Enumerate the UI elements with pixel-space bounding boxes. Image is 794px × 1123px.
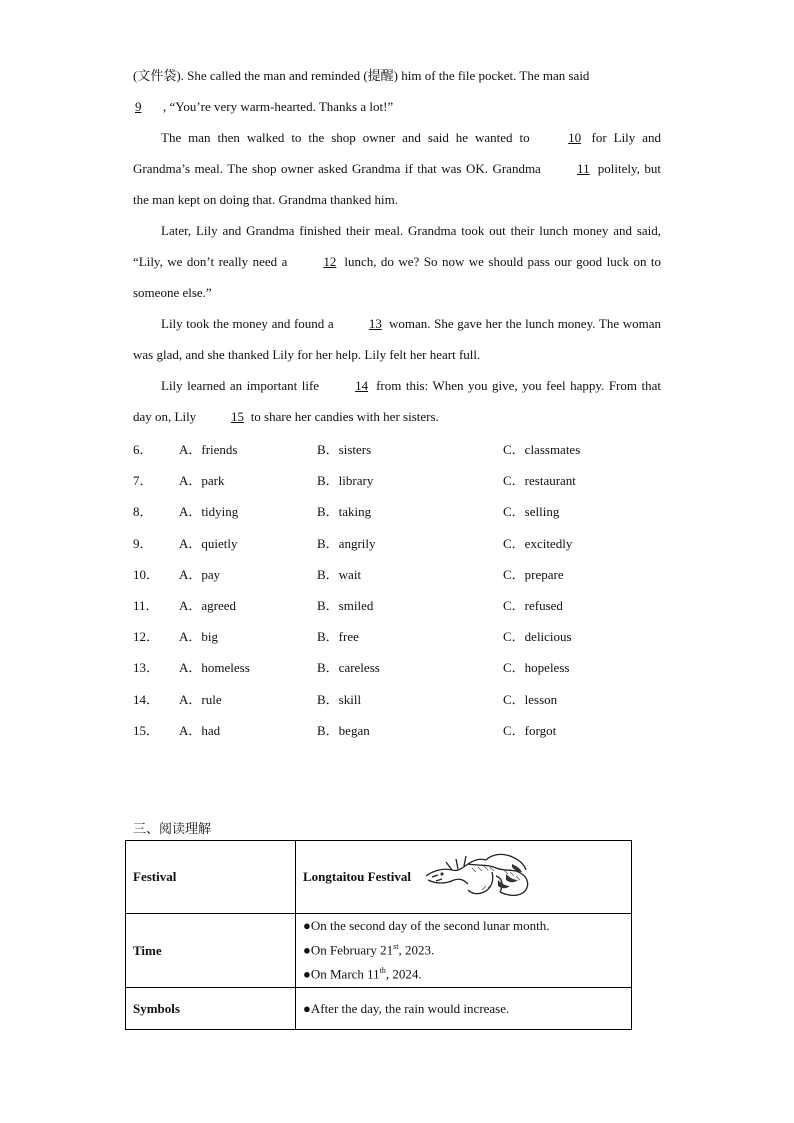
paragraph-text: woman. She gave her the lunch money. The woman was glad, and she thanked Lily for her help. Lily felt her heart full. [133,316,661,362]
option-a[interactable]: A．rule [179,691,222,707]
paragraph-text: (文件袋). She called the man and reminded (提醒) him of the file pocket. The man said [133,68,590,83]
paragraph-text: Lily learned an important life [161,378,320,393]
passage-continuation [133,60,661,432]
option-row-10 [133,562,693,593]
option-a[interactable]: A．big [179,629,219,645]
paragraph-text: for Lily and Grandma’s meal. The shop owner asked Grandma if that was OK. Grandma [133,130,662,176]
question-number: 10． [133,566,160,582]
question-number: 13． [133,660,160,676]
paragraph-2 [133,122,661,215]
blank-14[interactable]: 14 [355,378,369,393]
question-number: 9． [133,535,153,551]
option-b[interactable]: B．wait [317,566,362,582]
time-text: ●On March 11 [303,966,380,982]
time-label: Time [126,914,296,988]
festival-value-cell [296,841,632,914]
symbols-label: Symbols [126,988,296,1030]
option-row-14 [133,687,693,718]
answer-options [133,437,693,749]
paragraph-text: to share her candies with her sisters. [250,409,439,424]
time-text: , 2024. [385,966,422,982]
symbols-value: ●After the day, the rain would increase. [296,988,632,1030]
paragraph-4 [133,308,661,370]
option-a[interactable]: A．pay [179,566,221,582]
option-b[interactable]: B．sisters [317,442,372,457]
option-c[interactable]: C．excitedly [503,535,573,551]
option-c[interactable]: C．refused [503,597,563,613]
question-number: 14． [133,691,160,707]
option-b[interactable]: B．careless [317,660,380,676]
option-row-8 [133,499,693,530]
paragraph-text: from this: When you give, you feel happy. From that day on, Lily [133,378,661,424]
option-row-9 [133,531,693,562]
table-row [126,841,632,914]
question-number: 12． [133,629,160,645]
blank-13[interactable]: 13 [368,316,382,331]
question-number: 8． [133,504,153,520]
option-c[interactable]: C．classmates [503,442,581,457]
option-row-15 [133,718,693,749]
option-c[interactable]: C．hopeless [503,660,570,676]
question-number: 6． [133,442,153,457]
option-b[interactable]: B．began [317,722,370,738]
option-row-11 [133,593,693,624]
time-text: , 2023. [398,942,435,958]
option-a[interactable]: A．had [179,722,221,738]
option-a[interactable]: A．homeless [179,660,250,676]
option-c[interactable]: C．selling [503,504,560,520]
paragraph-text: The man then walked to the shop owner and said he wanted to [161,130,530,145]
blank-10[interactable]: 10 [568,130,582,145]
option-c[interactable]: C．prepare [503,566,564,582]
time-item: ●On the second day of the second lunar month. [303,918,550,934]
time-value-cell [296,914,632,988]
option-row-13 [133,655,693,686]
option-b[interactable]: B．smiled [317,597,374,613]
paragraph-text: lunch, do we? So now we should pass our good luck on to someone else.” [133,254,662,300]
option-row-7 [133,468,693,499]
time-item [303,961,624,985]
dragon-image [422,850,534,904]
option-a[interactable]: A．tidying [179,504,239,520]
option-c[interactable]: C．forgot [503,722,557,738]
option-a[interactable]: A．quietly [179,535,238,551]
paragraph-3 [133,215,661,308]
option-c[interactable]: C．delicious [503,629,572,645]
question-number: 15． [133,722,160,738]
time-item [303,937,624,961]
festival-table [125,840,632,1030]
option-b[interactable]: B．skill [317,691,362,707]
paragraph-text: , “You’re very warm-hearted. Thanks a lot!” [163,99,394,114]
paragraph-text: Lily took the money and found a [161,316,334,331]
option-b[interactable]: B．taking [317,504,372,520]
ordinal-suffix: th [379,965,386,975]
option-row-12 [133,624,693,655]
option-b[interactable]: B．angrily [317,535,376,551]
paragraph-text: Later, Lily and Grandma finished their meal. Grandma took out their lunch money and said, “Lily, we don’t really need a [133,223,661,269]
ordinal-suffix: st [393,941,399,951]
option-a[interactable]: A．agreed [179,597,237,613]
paragraph-text: politely, but the man kept on doing that. Grandma thanked him. [133,161,662,207]
question-number: 7． [133,473,153,489]
option-c[interactable]: C．restaurant [503,473,576,489]
blank-12[interactable]: 12 [323,254,337,269]
blank-9[interactable]: 9 [135,99,142,114]
option-row-6 [133,437,693,468]
table-row [126,914,632,988]
festival-label: Festival [126,841,296,914]
paragraph-5 [133,370,661,432]
section-title: 三、阅读理解 [133,822,212,837]
time-text: ●On February 21 [303,942,394,958]
option-c[interactable]: C．lesson [503,691,558,707]
option-a[interactable]: A．park [179,473,225,489]
festival-name: Longtaitou Festival [303,869,411,884]
table-row [126,988,632,1030]
option-b[interactable]: B．library [317,473,374,489]
option-a[interactable]: A．friends [179,442,238,457]
paragraph-1 [133,60,661,122]
option-b[interactable]: B．free [317,629,359,645]
question-number: 11． [133,597,159,613]
blank-15[interactable]: 15 [230,409,244,424]
blank-11[interactable]: 11 [577,161,590,176]
